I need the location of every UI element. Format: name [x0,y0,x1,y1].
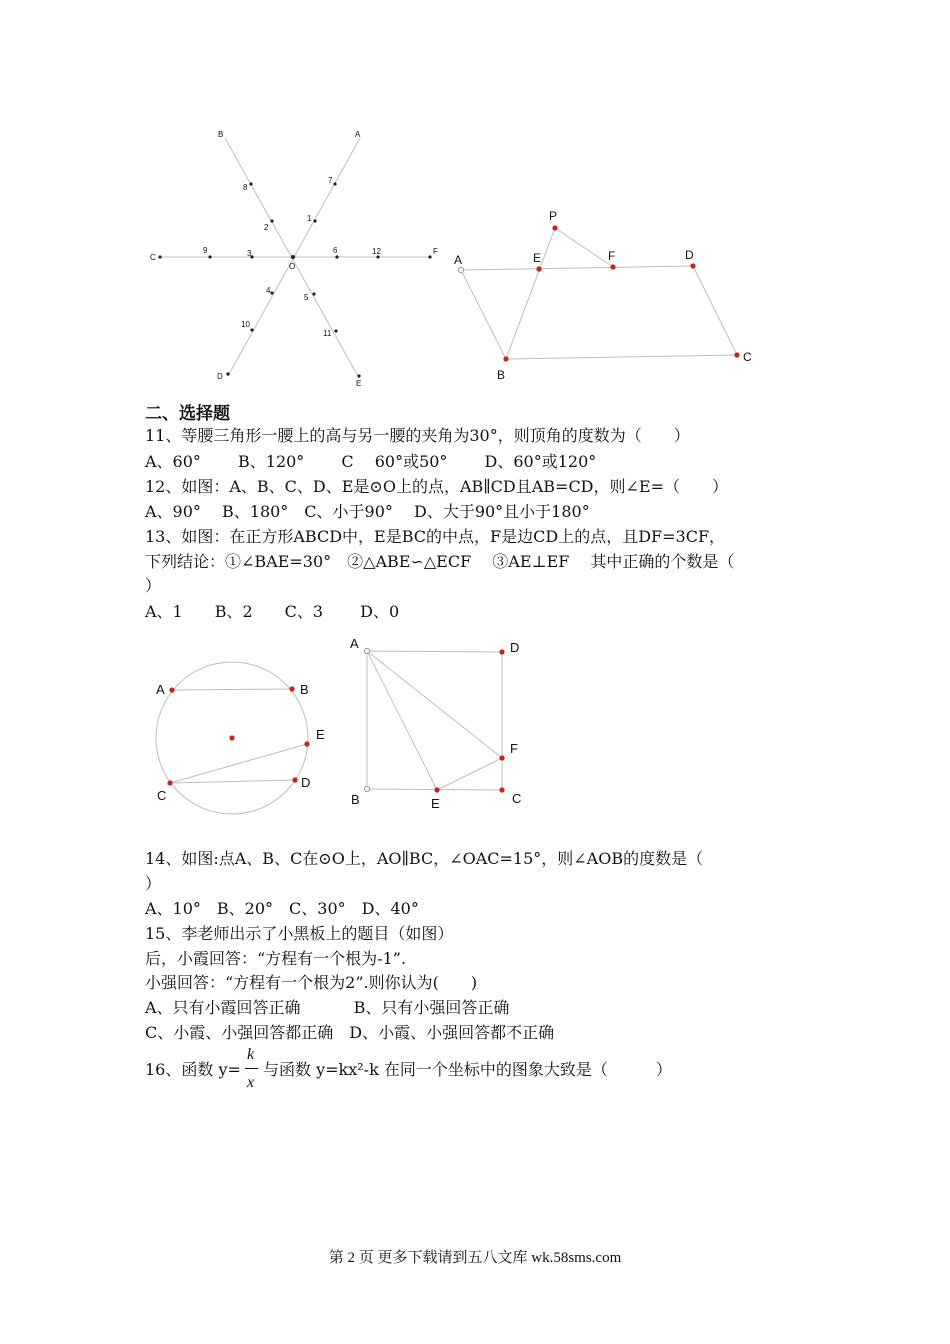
label-b: B [351,792,360,807]
question-13-options: A、1 B、2 C、3 D、0 [145,602,400,621]
label-9: 9 [203,246,208,255]
label-f: F [433,247,438,256]
point-a [364,648,369,653]
question-12: 12、如图：A、B、C、D、E是⊙O上的点，AB∥CD且AB=CD，则∠E=（ ） [145,477,729,496]
label-d: D [510,640,520,655]
point-a [169,687,174,692]
label-d: D [685,248,694,262]
label-c: C [157,788,167,803]
label-10: 10 [241,320,250,329]
square-abcd [367,651,502,790]
label-c: C [150,253,156,262]
question-14-line2: ） [145,874,162,893]
point-c [734,352,739,357]
label-b: B [300,682,309,697]
figure-star-rays [140,120,463,395]
label-o: O [289,262,296,271]
label-f: F [608,249,616,263]
figure-square [340,628,540,813]
fraction-bar [245,1068,258,1069]
chord-a-b [172,689,292,690]
label-6: 6 [333,246,338,255]
figure-parallelogram [445,205,765,390]
question-15-line2: 后，小霞回答：“方程有一个根为-1”. [145,949,407,968]
point-e [434,787,439,792]
label-d: D [301,775,311,790]
question-11-options: A、60° B、120° C 60°或50° D、60°或120° [145,452,597,471]
label-c: C [512,791,522,806]
question-12-options: A、90° B、180° C、小于90° D、大于90°且小于180° [145,502,590,521]
point-b [289,686,294,691]
parallelogram-abcd [461,266,737,359]
segment-a-f [367,651,502,758]
point-b [364,786,369,791]
question-13: 13、如图：在正方形ABCD中，E是BC的中点，F是边CD上的点，且DF=3CF， [145,527,726,546]
label-a: A [454,253,463,267]
chord-c-e [170,744,307,783]
label-2: 2 [264,223,269,232]
question-14-options: A、10° B、20° C、30° D、40° [145,899,419,918]
label-11: 11 [323,329,332,338]
point-f [499,755,504,760]
label-p: P [549,209,558,223]
label-e: E [356,379,362,388]
point-d [690,263,695,268]
chord-c-d [170,780,295,783]
label-a: A [350,636,359,651]
point-d [499,649,504,654]
question-13-line3: ） [145,576,162,595]
point-c [167,780,172,785]
point-b [503,356,508,361]
label-4: 4 [266,286,271,295]
point-a [458,267,463,272]
label-12: 12 [372,247,381,256]
point-f [610,264,615,269]
label-e: E [533,251,542,265]
point-o [291,255,295,259]
question-14: 14、如图:点A、B、C在⊙O上，AO∥BC，∠OAC=15°，则∠AOB的度数是（ [145,849,704,868]
question-11: 11、等腰三角形一腰上的高与另一腰的夹角为30°，则顶角的度数为（ ） [145,426,690,445]
segment-b-p [506,228,555,359]
fraction-numerator-k: k [247,1046,255,1063]
segment-e-f [437,758,502,790]
label-a: A [355,130,361,139]
label-f: F [510,741,518,756]
label-b: B [218,130,224,139]
label-a: A [156,682,165,697]
section-title: 二、选择题 [145,404,230,424]
question-13-line2: 下列结论：①∠BAE=30° ②△ABE∽△ECF ③AE⊥EF 其中正确的个数是（ [145,552,735,571]
figure-circle [145,655,345,810]
segment-p-f [555,228,616,267]
point-p [552,225,557,230]
label-c: C [743,350,752,364]
question-15: 15、李老师出示了小黑板上的题目（如图） [145,924,454,943]
point-c [499,787,504,792]
label-3: 3 [247,249,252,258]
label-b: B [497,368,506,382]
label-7: 7 [328,176,333,185]
label-e: E [431,796,440,811]
label-e: E [316,727,325,742]
label-d: D [217,372,223,381]
point-e [304,741,309,746]
point-center [229,735,234,740]
label-5: 5 [304,293,309,302]
question-15-options-1: A、只有小霞回答正确 B、只有小强回答正确 [145,998,510,1017]
point-d [292,777,297,782]
question-16-suffix: 与函数 y=kx²-k 在同一个坐标中的图象大致是（ ） [263,1060,672,1079]
page-footer: 第 2 页 更多下载请到五八文库 wk.58sms.com [328,1250,622,1266]
fraction-denominator-x: x [247,1074,255,1091]
question-16-prefix: 16、函数 y= [145,1060,241,1079]
label-8: 8 [243,183,248,192]
question-15-line3: 小强回答：“方程有一个根为2”.则你认为( ) [145,973,478,992]
label-1: 1 [307,214,312,223]
question-15-options-2: C、小霞、小强回答都正确 D、小霞、小强回答都不正确 [145,1023,555,1042]
point-e [536,266,541,271]
segment-a-e [367,651,437,790]
